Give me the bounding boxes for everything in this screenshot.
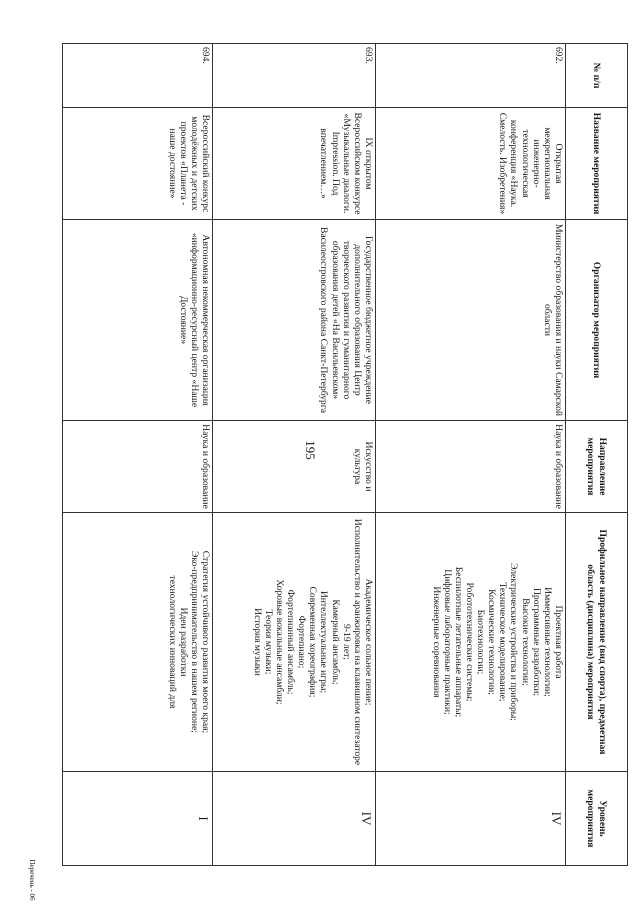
profile-item: Эко-предпринимательство в нашем регионе; bbox=[188, 551, 200, 733]
profile-item: Фортепианный ансамбль; bbox=[285, 589, 297, 695]
event-direction: Искусство и культура bbox=[213, 421, 376, 513]
profile-item: Программные разработки; bbox=[530, 588, 542, 696]
footer-label bbox=[12, 855, 52, 905]
event-name: Открытая межрегиональная инженерно-технологическая конференция «Наука. Смелость. Изобретения» bbox=[376, 108, 566, 220]
profile-item: Инженерные соревнования bbox=[430, 586, 442, 698]
profile-item: Исполнительство и аранжировка на клавишном синтезаторе 9-19 лет; bbox=[340, 518, 363, 766]
event-profile bbox=[376, 513, 566, 772]
profile-item: Академическое сольное пение; bbox=[363, 578, 374, 706]
event-name: Всероссийский конкурс молодёжных и детских проектов «Планета - наше достояние» bbox=[63, 108, 213, 220]
profile-item: Хоровые вокальные ансамбли; bbox=[274, 579, 285, 705]
table-row bbox=[376, 44, 566, 866]
events-table bbox=[62, 43, 628, 866]
profile-item: Беспилотные летательные аппараты; bbox=[452, 566, 464, 718]
event-level: IV bbox=[376, 772, 566, 866]
profile-item: Биотехнологии; bbox=[475, 609, 487, 675]
header-direction: Направление мероприятия bbox=[566, 421, 628, 513]
row-num: 694. bbox=[63, 44, 213, 108]
event-profile bbox=[63, 513, 213, 772]
row-num: 693. bbox=[213, 44, 376, 108]
header-num: № п/п bbox=[566, 44, 628, 108]
profile-item: Иммерсивные технологии; bbox=[541, 587, 553, 697]
event-level: IV bbox=[213, 772, 376, 866]
profile-item: технологических инноваций для bbox=[166, 575, 178, 709]
header-row bbox=[566, 44, 628, 866]
profile-item: Современная хореография; bbox=[307, 586, 319, 698]
event-profile bbox=[213, 513, 376, 772]
rotated-table-container bbox=[63, 43, 628, 865]
page-number: 195 bbox=[303, 440, 318, 460]
profile-item: Цифровые лабораторные практики; bbox=[441, 569, 453, 715]
event-direction: Наука и образование bbox=[63, 421, 213, 513]
row-num: 692. bbox=[376, 44, 566, 108]
profile-item: Идеи разработки bbox=[177, 607, 189, 677]
event-organizer: Министерство образования и науки Самарской области bbox=[376, 220, 566, 421]
profile-item: Робототехнические системы; bbox=[464, 582, 475, 702]
header-level: Уровень мероприятия bbox=[566, 772, 628, 866]
profile-item: Проектная работа bbox=[553, 605, 564, 679]
header-organizer: Организатор мероприятия bbox=[566, 220, 628, 421]
event-direction: Наука и образование bbox=[376, 421, 566, 513]
profile-item: Теория музыки; bbox=[262, 609, 274, 675]
profile-item: Фортепиано; bbox=[296, 615, 308, 669]
header-name: Название мероприятия bbox=[566, 108, 628, 220]
profile-item: Электрические устройства и приборы; bbox=[508, 563, 520, 721]
event-organizer: Автономная некоммерческая организация «информационно-ресурсный центр «Наше Достояние» bbox=[63, 220, 213, 421]
profile-item: Техническое моделирование; bbox=[497, 582, 509, 702]
event-name: IX открытом Всероссийском конкурсе «Музыкальные диалоги. Impression. Под впечатлением…» bbox=[213, 108, 376, 220]
table-row bbox=[63, 44, 213, 866]
profile-item: Стратегия устойчивого развития моего края; bbox=[200, 550, 211, 734]
profile-item: Камерный ансамбль; bbox=[329, 599, 341, 685]
profile-item: Космические технологии; bbox=[486, 589, 498, 695]
event-organizer: Государственное бюджетное учреждение дополнительного образования Центр творческого развития и гуманитарного образования детей «На Васильевском» Василеостровского района Санкт-Петербурга bbox=[213, 220, 376, 421]
profile-item: Интеллектуальные игры; bbox=[318, 590, 330, 694]
profile-item: Высокие технологии; bbox=[519, 598, 531, 686]
profile-item: История музыки bbox=[251, 608, 263, 676]
header-profile: Профильное направление (вид спорта), предметная область (дисциплина) мероприятия bbox=[566, 513, 628, 772]
event-level: I bbox=[63, 772, 213, 866]
table-row bbox=[213, 44, 376, 866]
footer-text: Перечень - 06 bbox=[28, 859, 36, 901]
